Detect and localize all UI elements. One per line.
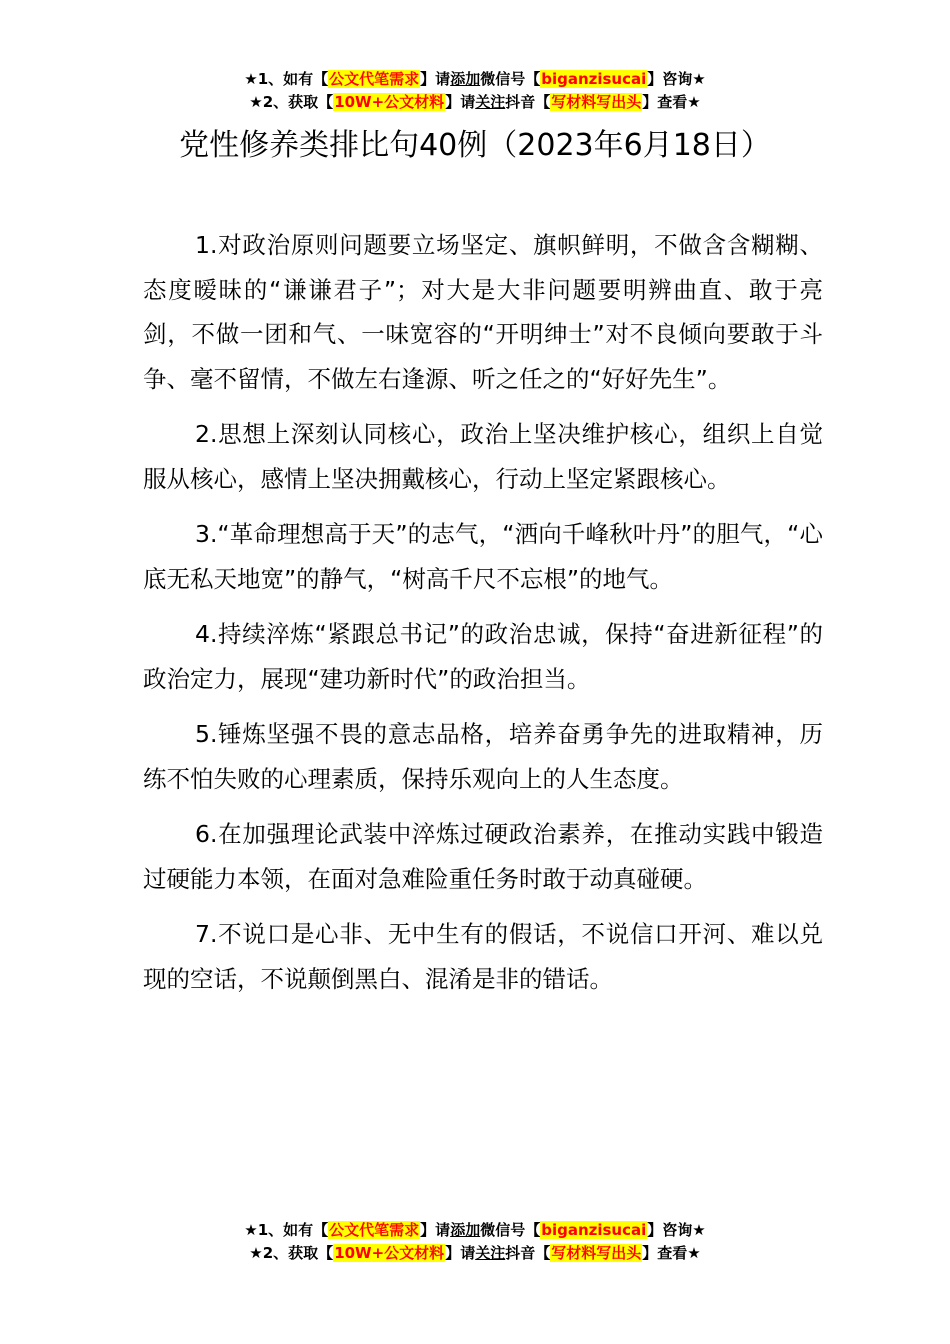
paragraph-6: 6.在加强理论武装中淬炼过硬政治素养，在推动实践中锻造过硬能力本领，在面对急难险重任务时敢于动真碰硬。 — [143, 820, 823, 893]
promo-text: 抖音【 — [505, 1244, 551, 1262]
wechat-id-highlight: biganzisucai — [541, 1221, 647, 1239]
promo-text: 】请 — [445, 93, 476, 111]
paragraph-3: 3.“革命理想高于天”的志气，“洒向千峰秋叶丹”的胆气，“心底无私天地宽”的静气，“树高千尺不忘根”的地气。 — [143, 520, 823, 593]
promo-highlight: 10W+公文材料 — [334, 93, 445, 111]
promo-underlined-text: 添加 — [450, 70, 481, 88]
document-body — [143, 223, 823, 1012]
wechat-id-highlight: biganzisucai — [541, 70, 647, 88]
promo-line-1 — [0, 68, 950, 91]
promo-line-2 — [0, 1242, 950, 1265]
footer-promo-banner — [0, 1219, 950, 1265]
paragraph-4: 4.持续淬炼“紧跟总书记”的政治忠诚，保持“奋进新征程”的政治定力，展现“建功新时代”的政治担当。 — [143, 620, 823, 693]
promo-text: 抖音【 — [505, 93, 551, 111]
promo-text: 】请 — [445, 1244, 476, 1262]
douyin-account-highlight: 写材料写出头 — [551, 93, 642, 111]
promo-text: ★2、获取【 — [249, 93, 334, 111]
promo-line-1 — [0, 1219, 950, 1242]
promo-highlight: 公文代笔需求 — [329, 70, 420, 88]
paragraph-1: 1.对政治原则问题要立场坚定、旗帜鲜明，不做含含糊糊、态度暧昧的“谦谦君子”；对大是大非问题要明辨曲直、敢于亮剑，不做一团和气、一味宽容的“开明绅士”对不良倾向要敢于斗争、毫不留情，不做左右逢源、听之任之的“好好先生”。 — [143, 231, 823, 393]
promo-text: ★1、如有【 — [244, 1221, 329, 1239]
promo-text: 微信号【 — [480, 70, 541, 88]
promo-underlined-text: 关注 — [475, 1244, 506, 1262]
promo-highlight: 公文代笔需求 — [329, 1221, 420, 1239]
promo-text: 】咨询★ — [647, 70, 706, 88]
promo-text: ★1、如有【 — [244, 70, 329, 88]
paragraph-5: 5.锤炼坚强不畏的意志品格，培养奋勇争先的进取精神，历练不怕失败的心理素质，保持乐观向上的人生态度。 — [143, 720, 823, 793]
promo-text: 】请 — [420, 1221, 451, 1239]
douyin-account-highlight: 写材料写出头 — [551, 1244, 642, 1262]
promo-highlight: 10W+公文材料 — [334, 1244, 445, 1262]
promo-text: ★2、获取【 — [249, 1244, 334, 1262]
promo-text: 】请 — [420, 70, 451, 88]
promo-underlined-text: 添加 — [450, 1221, 481, 1239]
promo-text: 微信号【 — [480, 1221, 541, 1239]
promo-underlined-text: 关注 — [475, 93, 506, 111]
promo-line-2 — [0, 91, 950, 114]
promo-text: 】查看★ — [642, 1244, 701, 1262]
paragraph-2: 2.思想上深刻认同核心，政治上坚决维护核心，组织上自觉服从核心，感情上坚决拥戴核心，行动上坚定紧跟核心。 — [143, 420, 823, 493]
promo-text: 】咨询★ — [647, 1221, 706, 1239]
promo-text: 】查看★ — [642, 93, 701, 111]
document-title: 党性修养类排比句40例（2023年6月18日） — [179, 128, 771, 163]
header-promo-banner — [0, 68, 950, 114]
paragraph-7: 7.不说口是心非、无中生有的假话，不说信口开河、难以兑现的空话，不说颠倒黑白、混淆是非的错话。 — [143, 920, 823, 993]
